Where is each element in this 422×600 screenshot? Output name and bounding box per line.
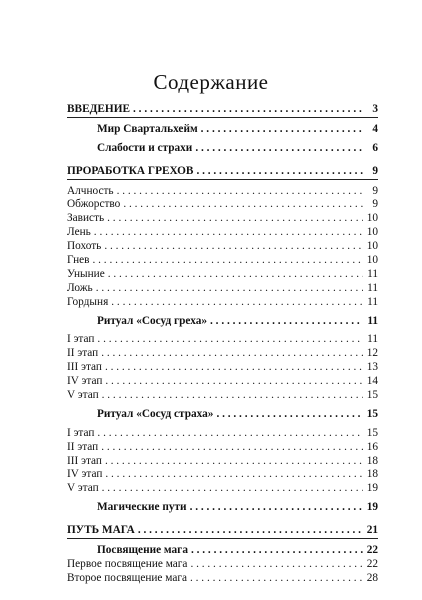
toc-entry-page: 10 (366, 212, 378, 225)
leader-dots (216, 408, 363, 420)
toc-entry-stage[interactable] (67, 333, 378, 347)
toc-entry-page: 18 (366, 468, 378, 481)
toc-entry-stage[interactable] (67, 389, 378, 403)
toc-entry-label: Посвящение мага (97, 544, 188, 557)
toc-entry-label: ПРОРАБОТКА ГРЕХОВ (67, 164, 194, 177)
toc-entry-page: 18 (366, 454, 378, 467)
leader-dots (93, 254, 364, 266)
toc-entry-page: 6 (372, 141, 378, 154)
toc-entry-sin[interactable] (67, 282, 378, 296)
toc-entry-page: 3 (372, 103, 378, 115)
leader-dots (102, 389, 363, 401)
toc-entry-page: 11 (367, 333, 378, 346)
toc-entry-label: Ритуал «Сосуд страха» (97, 407, 214, 420)
toc-entry-label: V этап (67, 482, 99, 495)
toc-entry-ritual-greha[interactable] (67, 315, 378, 329)
toc-entry-page: 12 (366, 347, 378, 360)
toc-entry-stage[interactable] (67, 375, 378, 389)
toc-entry-label: Мир Свартальхейм (97, 122, 198, 135)
toc-entry-sin[interactable] (67, 268, 378, 282)
leader-dots (101, 347, 363, 359)
leader-dots (101, 441, 363, 453)
toc-entry-page: 21 (366, 524, 378, 537)
leader-dots (96, 282, 363, 294)
toc-entry-vvedenie[interactable] (67, 103, 378, 117)
toc-entry-sin[interactable] (67, 226, 378, 240)
leader-dots (133, 103, 363, 115)
toc-entry-page: 9 (372, 164, 378, 177)
toc-entry-page: 4 (372, 122, 378, 135)
toc-entry-ritual-straha[interactable] (67, 408, 378, 422)
toc-entry-label: Слабости и страхи (97, 141, 193, 154)
leader-dots (97, 427, 363, 439)
leader-dots (105, 375, 363, 387)
leader-dots (210, 315, 363, 327)
leader-dots (104, 240, 363, 252)
leader-dots (105, 455, 363, 467)
toc-entry-label: III этап (67, 361, 102, 374)
toc-entry-label: Обжорство (67, 198, 121, 211)
toc-entry-sin[interactable] (67, 198, 378, 212)
toc-entry-page: 22 (366, 557, 378, 570)
leader-dots (117, 185, 363, 197)
toc-entry-magicheskie-puti[interactable] (67, 501, 378, 515)
toc-entry-page: 11 (367, 295, 378, 308)
toc-entry-label: II этап (67, 440, 99, 453)
toc-entry-page: 10 (366, 226, 378, 239)
toc-entry-page: 15 (366, 426, 378, 439)
toc-entry-label: V этап (67, 389, 99, 402)
toc-entry-label: Ложь (67, 281, 93, 294)
toc-entry-page: 11 (367, 314, 378, 327)
leader-dots (201, 123, 363, 135)
leader-dots (105, 468, 363, 480)
toc-entry-sin[interactable] (67, 296, 378, 310)
leader-dots (138, 524, 363, 536)
leader-dots (195, 142, 363, 154)
leader-dots (190, 501, 363, 513)
table-of-contents (67, 103, 378, 586)
toc-entry-page: 11 (367, 267, 378, 280)
toc-entry-label: Алчность (67, 184, 114, 197)
toc-entry-stage[interactable] (67, 427, 378, 441)
toc-entry-label: II этап (67, 347, 99, 360)
leader-dots (102, 482, 363, 494)
toc-entry-page: 13 (366, 361, 378, 374)
toc-entry-stage[interactable] (67, 482, 378, 496)
toc-entry-posvyashchenie-item[interactable] (67, 558, 378, 572)
toc-entry-label: Похоть (67, 240, 102, 253)
toc-entry-page: 14 (366, 375, 378, 388)
toc-entry-label: Ритуал «Сосуд греха» (97, 314, 208, 327)
toc-entry-page: 19 (366, 482, 378, 495)
leader-dots (123, 198, 363, 210)
toc-entry-label: ПУТЬ МАГА (67, 524, 135, 537)
leader-dots (190, 572, 363, 584)
toc-entry-label: IV этап (67, 375, 103, 388)
toc-entry-label: Уныние (67, 267, 105, 280)
toc-entry-label: I этап (67, 333, 95, 346)
toc-entry-page: 22 (366, 544, 378, 557)
toc-entry-page: 9 (372, 184, 378, 197)
leader-dots (191, 544, 363, 556)
toc-entry-stage[interactable] (67, 441, 378, 455)
toc-entry-label: III этап (67, 454, 102, 467)
page-title: Содержание (153, 70, 269, 94)
toc-entry-posvyashchenie[interactable] (67, 544, 378, 558)
toc-entry-stage[interactable] (67, 361, 378, 375)
toc-entry-page: 16 (366, 440, 378, 453)
leader-dots (108, 268, 363, 280)
toc-entry-stage[interactable] (67, 468, 378, 482)
toc-entry-label: Второе посвящение мага (67, 571, 187, 584)
toc-entry-prorabotka[interactable] (67, 165, 378, 179)
leader-dots (94, 226, 363, 238)
toc-entry-label: Гордыня (67, 295, 109, 308)
toc-entry-sin[interactable] (67, 185, 378, 199)
toc-entry-page: 9 (372, 198, 378, 211)
toc-entry-label: Гнев (67, 254, 90, 267)
toc-entry-page: 11 (367, 281, 378, 294)
toc-entry-page: 15 (366, 407, 378, 420)
leader-dots (196, 165, 363, 177)
toc-entry-page: 10 (366, 240, 378, 253)
leader-dots (111, 296, 363, 308)
toc-entry-page: 19 (366, 501, 378, 514)
toc-entry-label: Зависть (67, 212, 105, 225)
toc-entry-page: 15 (366, 389, 378, 402)
leader-dots (107, 212, 363, 224)
toc-entry-mir[interactable] (67, 123, 378, 137)
toc-entry-label: Магические пути (97, 501, 187, 514)
toc-entry-sin[interactable] (67, 212, 378, 226)
leader-dots (105, 361, 363, 373)
toc-entry-sin[interactable] (67, 254, 378, 268)
leader-dots (97, 333, 363, 345)
toc-entry-label: Лень (67, 226, 91, 239)
toc-entry-label: IV этап (67, 468, 103, 481)
toc-entry-label: I этап (67, 426, 95, 439)
toc-entry-label: ВВЕДЕНИЕ (67, 103, 131, 115)
toc-entry-page: 28 (366, 571, 378, 584)
toc-entry-label: Первое посвящение мага (67, 557, 188, 570)
toc-entry-put-maga[interactable] (67, 524, 378, 538)
toc-entry-slabosti[interactable] (67, 142, 378, 156)
toc-entry-page: 10 (366, 254, 378, 267)
toc-entry-sin[interactable] (67, 240, 378, 254)
toc-entry-stage[interactable] (67, 455, 378, 469)
leader-dots (190, 558, 363, 570)
toc-entry-posvyashchenie-item[interactable] (67, 572, 378, 586)
toc-entry-stage[interactable] (67, 347, 378, 361)
